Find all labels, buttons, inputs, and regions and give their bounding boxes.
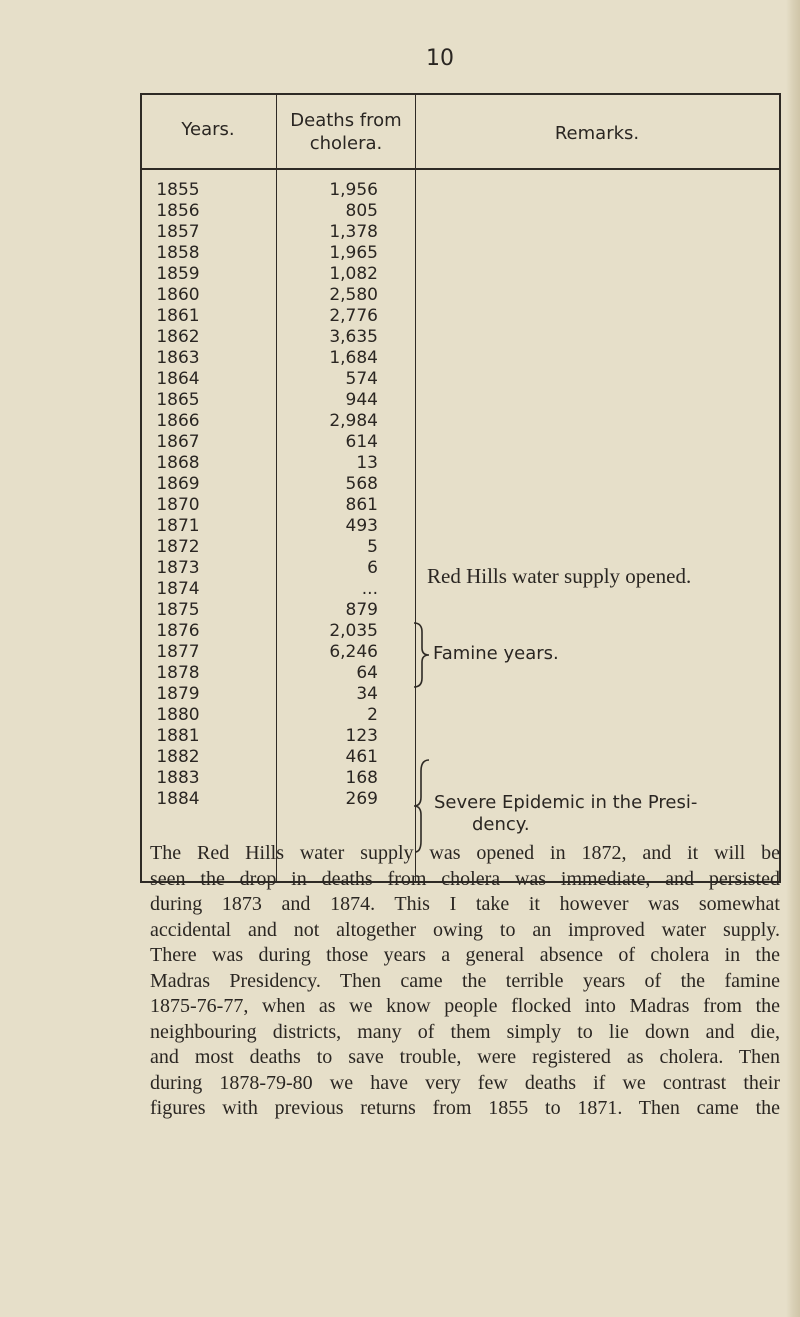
deaths-cell: 34 <box>356 684 378 704</box>
header-deaths-line2: cholera. <box>309 133 383 154</box>
year-cell: 1867 <box>156 432 200 452</box>
deaths-cell: 6,246 <box>329 642 378 662</box>
page-edge-shadow <box>786 0 800 1317</box>
deaths-cell: 879 <box>345 600 378 620</box>
header-deaths-line1: Deaths from <box>290 110 402 131</box>
paragraph-line: There was during those years a general absence of cholera in the <box>150 944 780 966</box>
deaths-cell: 1,082 <box>329 264 378 284</box>
deaths-cell: 3,635 <box>329 327 378 347</box>
deaths-cell: 123 <box>345 726 378 746</box>
year-cell: 1875 <box>156 600 200 620</box>
deaths-cell: 2,580 <box>329 285 378 305</box>
year-cell: 1857 <box>156 222 200 242</box>
year-cell: 1866 <box>156 411 200 431</box>
deaths-cell: 269 <box>345 789 378 809</box>
header-remarks: Remarks. <box>554 123 640 144</box>
deaths-cell: 1,378 <box>329 222 378 242</box>
header-years: Years. <box>181 119 235 140</box>
deaths-cell: 2,984 <box>329 411 378 431</box>
year-cell: 1881 <box>156 726 200 746</box>
deaths-cell: 614 <box>345 432 378 452</box>
paragraph-line: The Red Hills water supply was opened in 1872, and it will be <box>150 842 780 864</box>
year-cell: 1872 <box>156 537 200 557</box>
paragraph-line: accidental and not altogether owing to an improved water supply. <box>150 918 780 941</box>
table-header-rule <box>140 168 780 170</box>
year-cell: 1869 <box>156 474 200 494</box>
year-cell: 1882 <box>156 747 200 767</box>
page-number: 10 <box>426 46 454 71</box>
year-cell: 1883 <box>156 768 200 788</box>
year-cell: 1863 <box>156 348 200 368</box>
year-cell: 1871 <box>156 516 200 536</box>
paragraph-line: and most deaths to save trouble, were registered as cholera. Then <box>150 1046 780 1068</box>
year-cell: 1858 <box>156 243 200 263</box>
paragraph-line: during 1878-79-80 we have very few deaths if we contrast their <box>150 1071 780 1094</box>
year-cell: 1865 <box>156 390 200 410</box>
deaths-cell: 461 <box>345 747 378 767</box>
deaths-cell: 6 <box>367 558 378 578</box>
remark-famine: Famine years. <box>433 643 559 664</box>
deaths-cell: 493 <box>345 516 378 536</box>
remark-red-hills: Red Hills water supply opened. <box>427 564 692 588</box>
paragraph-line: figures with previous returns from 1855 to 1871. Then came the <box>150 1097 780 1119</box>
year-cell: 1884 <box>156 789 200 809</box>
deaths-cell: 944 <box>345 390 378 410</box>
years-column <box>138 180 218 810</box>
deaths-cell: 2,035 <box>329 621 378 641</box>
year-cell: 1864 <box>156 369 200 389</box>
deaths-cell: ... <box>361 579 378 599</box>
paragraph-line: neighbouring districts, many of them simply to lie down and die, <box>150 1020 780 1043</box>
deaths-cell: 568 <box>345 474 378 494</box>
deaths-cell: 1,684 <box>329 348 378 368</box>
year-cell: 1880 <box>156 705 200 725</box>
famine-brace-icon <box>411 620 431 690</box>
year-cell: 1862 <box>156 327 200 347</box>
table-right-rule <box>779 93 781 883</box>
paragraph-line: Madras Presidency. Then came the terrible years of the famine <box>150 969 780 992</box>
year-cell: 1855 <box>156 180 200 200</box>
year-cell: 1861 <box>156 306 200 326</box>
year-cell: 1868 <box>156 453 200 473</box>
year-cell: 1878 <box>156 663 200 683</box>
deaths-cell: 168 <box>345 768 378 788</box>
year-cell: 1873 <box>156 558 200 578</box>
deaths-cell: 1,965 <box>329 243 378 263</box>
deaths-cell: 2,776 <box>329 306 378 326</box>
year-cell: 1859 <box>156 264 200 284</box>
deaths-cell: 1,956 <box>329 180 378 200</box>
deaths-cell: 13 <box>356 453 378 473</box>
deaths-column <box>280 180 378 810</box>
deaths-cell: 805 <box>345 201 378 221</box>
year-cell: 1870 <box>156 495 200 515</box>
deaths-cell: 64 <box>356 663 378 683</box>
year-cell: 1877 <box>156 642 200 662</box>
deaths-cell: 861 <box>345 495 378 515</box>
body-paragraph <box>150 841 780 1122</box>
deaths-cell: 574 <box>345 369 378 389</box>
year-cell: 1879 <box>156 684 200 704</box>
year-cell: 1856 <box>156 201 200 221</box>
year-cell: 1876 <box>156 621 200 641</box>
deaths-cell: 5 <box>367 537 378 557</box>
column-divider-years <box>276 93 277 883</box>
remark-epidemic-line2: dency. <box>472 814 530 835</box>
deaths-cell: 2 <box>367 705 378 725</box>
remark-epidemic-line1: Severe Epidemic in the Presi- <box>434 792 698 813</box>
paragraph-line: seen the drop in deaths from cholera was immediate, and persisted <box>150 867 780 890</box>
year-cell: 1874 <box>156 579 200 599</box>
year-cell: 1860 <box>156 285 200 305</box>
paragraph-line: 1875-76-77, when as we know people flocked into Madras from the <box>150 995 780 1017</box>
paragraph-line: during 1873 and 1874. This I take it however was somewhat <box>150 893 780 915</box>
table-top-rule <box>140 93 780 95</box>
